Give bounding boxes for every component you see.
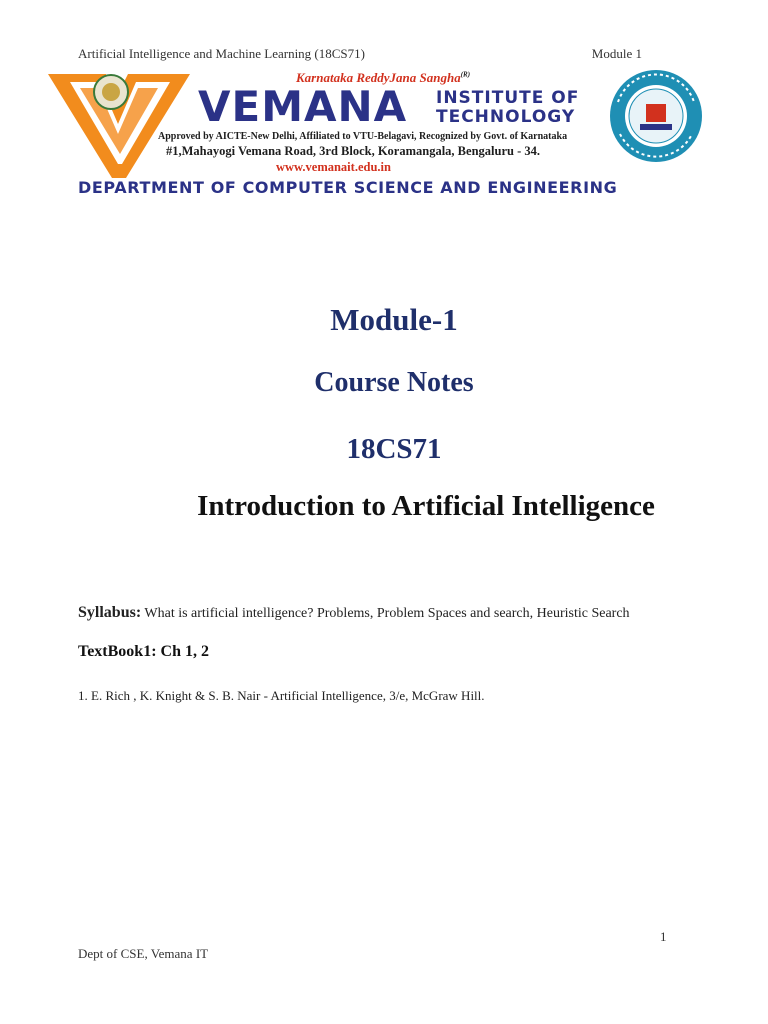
cse-department-seal — [610, 70, 702, 162]
banner-department: DEPARTMENT OF COMPUTER SCIENCE AND ENGINEERING — [78, 178, 618, 197]
banner-institute-name: VEMANA — [198, 82, 408, 131]
reference-entry: 1. E. Rich , K. Knight & S. B. Nair - Artificial Intelligence, 3/e, McGraw Hill. — [78, 688, 485, 703]
syllabus-text: What is artificial intelligence? Problems, Problem Spaces and search, Heuristic Search — [144, 606, 630, 621]
institute-banner — [48, 68, 708, 200]
banner-website: www.vemanait.edu.in — [276, 160, 391, 174]
course-code: 18CS71 — [346, 433, 442, 465]
page-number: 1 — [660, 929, 667, 944]
banner-institute-line1: INSTITUTE OF — [436, 88, 580, 108]
header-module-label: Module 1 — [591, 46, 642, 61]
textbook-line: TextBook1: Ch 1, 2 — [78, 643, 209, 660]
course-notes-title: Course Notes — [314, 367, 474, 398]
header-course-title: Artificial Intelligence and Machine Learning (18CS71) — [78, 46, 365, 61]
module-title: Module-1 — [330, 302, 458, 337]
syllabus-label: Syllabus: — [78, 604, 142, 621]
footer-dept: Dept of CSE, Vemana IT — [78, 946, 209, 961]
running-header — [78, 46, 642, 64]
vemana-v-logo — [48, 74, 190, 178]
banner-address: #1,Mahayogi Vemana Road, 3rd Block, Koramangala, Bengaluru - 34. — [166, 144, 540, 158]
subject-title: Introduction to Artificial Intelligence — [197, 490, 655, 522]
banner-institute-line2: TECHNOLOGY — [436, 107, 576, 127]
banner-approval-text: Approved by AICTE-New Delhi, Affiliated to VTU-Belagavi, Recognized by Govt. of Karnataka — [158, 131, 568, 142]
syllabus-line — [78, 604, 630, 622]
banner-org-name: Karnataka ReddyJana Sangha$^{(R)}$ — [296, 70, 471, 85]
